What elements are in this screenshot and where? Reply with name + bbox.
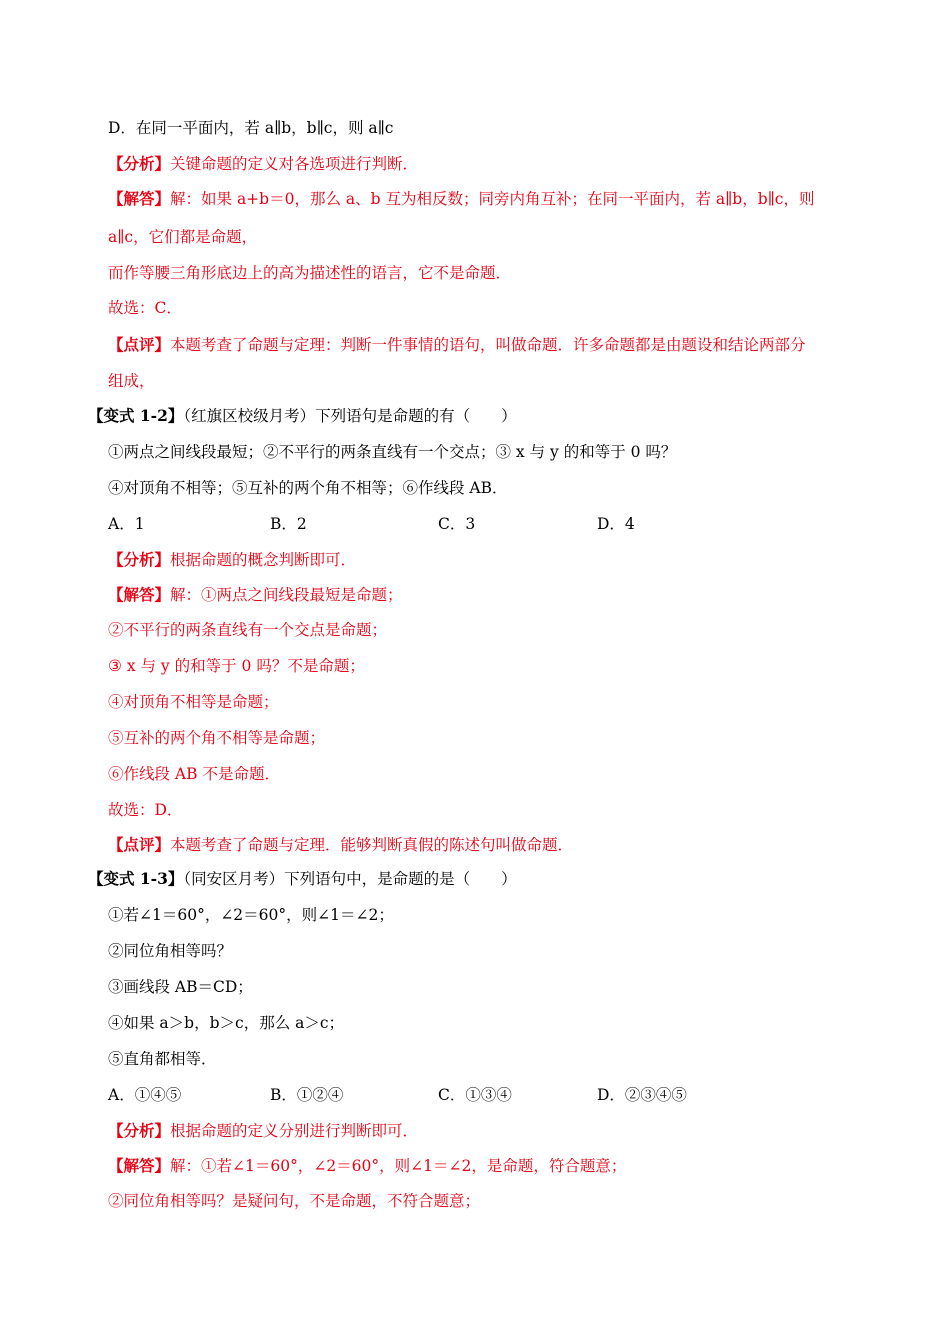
analysis-text: 关键命题的定义对各选项进行判断． bbox=[170, 155, 419, 173]
answer-line-3: ③ x 与 y 的和等于 0 吗？不是命题； bbox=[108, 657, 365, 675]
statement-line-2: ②同位角相等吗？ bbox=[108, 942, 233, 960]
statement-line-2: ④对顶角不相等；⑤互补的两个角不相等；⑥作线段 AB． bbox=[108, 479, 508, 497]
analysis-line bbox=[108, 1120, 418, 1142]
answer-line bbox=[108, 1155, 626, 1177]
question-title bbox=[88, 868, 517, 890]
answer-text: 解：①若∠1＝60°，∠2＝60°，则∠1＝∠2，是命题，符合题意； bbox=[170, 1157, 627, 1175]
option-a: A．1 bbox=[108, 515, 145, 533]
analysis-tag: 【分析】 bbox=[108, 550, 171, 569]
statement-line-4: ④如果 a＞b，b＞c，那么 a＞c； bbox=[108, 1014, 345, 1032]
answer-tag: 【解答】 bbox=[108, 189, 171, 208]
option-b: B．①②④ bbox=[270, 1086, 344, 1104]
option-c: C．①③④ bbox=[438, 1086, 512, 1104]
choice-line: 故选：C． bbox=[108, 299, 182, 317]
option-a: A．①④⑤ bbox=[108, 1086, 182, 1104]
option-b: B．2 bbox=[270, 515, 307, 533]
comment-tag: 【点评】 bbox=[108, 835, 171, 854]
analysis-text: 根据命题的定义分别进行判断即可． bbox=[170, 1122, 419, 1140]
option-d: D．4 bbox=[597, 515, 635, 533]
answer-line-2: a∥c，它们都是命题， bbox=[108, 228, 258, 246]
comment-text: 本题考查了命题与定理：判断一件事情的语句，叫做命题．许多命题都是由题设和结论两部分 bbox=[170, 336, 806, 354]
statement-line-3: ③画线段 AB＝CD； bbox=[108, 978, 253, 996]
statement-line-5: ⑤直角都相等． bbox=[108, 1050, 217, 1068]
answer-text: 解：如果 a+b＝0，那么 a、b 互为相反数；同旁内角互补；在同一平面内，若 a∥b，b∥c，则 bbox=[170, 190, 815, 208]
option-d: D．在同一平面内，若 a∥b，b∥c，则 a∥c bbox=[108, 119, 394, 137]
question-title bbox=[88, 405, 517, 427]
answer-tag: 【解答】 bbox=[108, 585, 171, 604]
choice-line: 故选：D． bbox=[108, 801, 183, 819]
option-d: D．②③④⑤ bbox=[597, 1086, 687, 1104]
answer-line-2: ②不平行的两条直线有一个交点是命题； bbox=[108, 621, 388, 639]
answer-tag: 【解答】 bbox=[108, 1156, 171, 1175]
option-c: C．3 bbox=[438, 515, 476, 533]
question-text: （红旗区校级月考）下列语句是命题的有（ ） bbox=[183, 407, 517, 425]
answer-line-3: 而作等腰三角形底边上的高为描述性的语言，它不是命题． bbox=[108, 264, 512, 282]
comment-line bbox=[108, 834, 573, 856]
answer-line bbox=[108, 188, 815, 210]
statement-line-1: ①两点之间线段最短；②不平行的两条直线有一个交点；③ x 与 y 的和等于 0 吗？ bbox=[108, 443, 677, 461]
question-tag: 【变式 1-2】 bbox=[88, 406, 184, 425]
analysis-line bbox=[108, 549, 356, 571]
analysis-text: 根据命题的概念判断即可． bbox=[170, 551, 357, 569]
analysis-line bbox=[108, 153, 418, 175]
answer-line-6: ⑥作线段 AB 不是命题． bbox=[108, 765, 280, 783]
comment-line-2: 组成， bbox=[108, 372, 155, 390]
answer-text: 解：①两点之间线段最短是命题； bbox=[170, 586, 403, 604]
statement-line-1: ①若∠1＝60°，∠2＝60°，则∠1＝∠2； bbox=[108, 906, 394, 924]
answer-line-5: ⑤互补的两个角不相等是命题； bbox=[108, 729, 326, 747]
analysis-tag: 【分析】 bbox=[108, 1121, 171, 1140]
question-text: （同安区月考）下列语句中，是命题的是（ ） bbox=[183, 870, 517, 888]
question-tag: 【变式 1-3】 bbox=[88, 869, 184, 888]
answer-line-4: ④对顶角不相等是命题； bbox=[108, 693, 279, 711]
comment-text: 本题考查了命题与定理．能够判断真假的陈述句叫做命题． bbox=[170, 836, 574, 854]
answer-line bbox=[108, 584, 403, 606]
comment-line bbox=[108, 334, 806, 356]
analysis-tag: 【分析】 bbox=[108, 154, 171, 173]
comment-tag: 【点评】 bbox=[108, 335, 171, 354]
answer-line-2: ②同位角相等吗？是疑问句，不是命题，不符合题意； bbox=[108, 1192, 481, 1210]
